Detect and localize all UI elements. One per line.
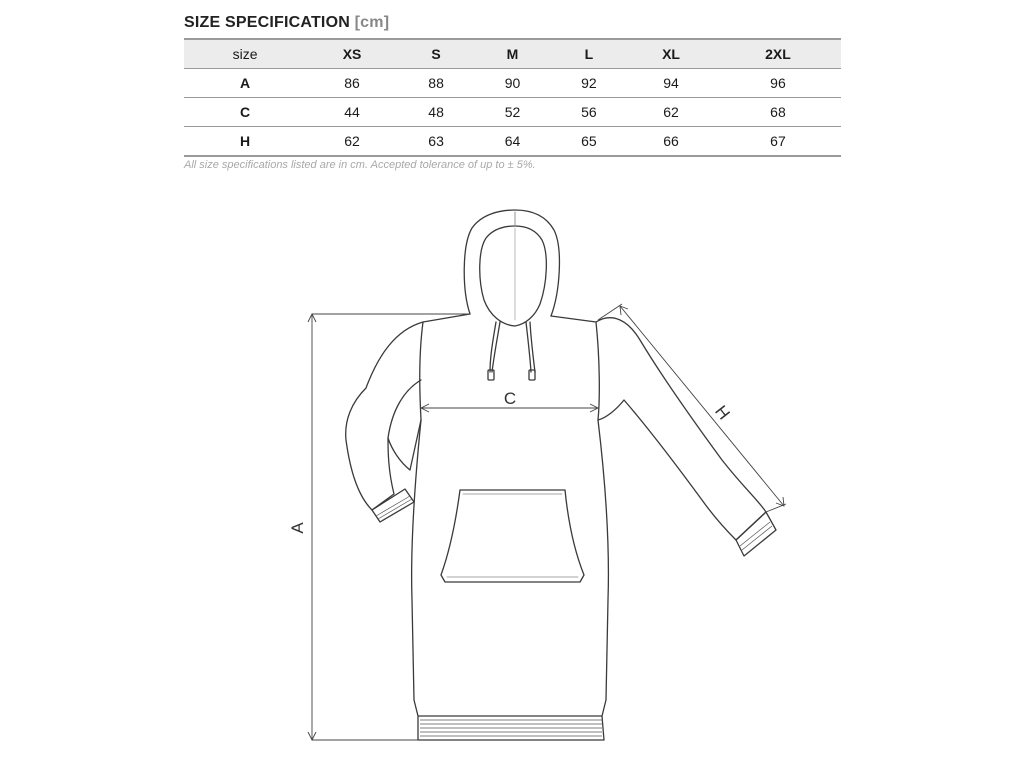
dimension-a-label: A <box>288 522 307 534</box>
table-cell: 68 <box>715 98 841 127</box>
size-header-label: size <box>184 39 306 69</box>
row-key-a: A <box>184 69 306 98</box>
ribbing-lines <box>376 496 772 736</box>
table-cell: 86 <box>306 69 398 98</box>
table-cell: 62 <box>306 127 398 157</box>
spec-title-unit: [cm] <box>354 14 390 31</box>
table-cell: 94 <box>627 69 715 98</box>
left-sleeve-inner <box>388 380 421 438</box>
table-cell: 48 <box>398 98 474 127</box>
size-col-2xl: 2XL <box>715 39 841 69</box>
table-cell: 92 <box>551 69 627 98</box>
drawstring-left <box>490 322 500 372</box>
table-cell: 88 <box>398 69 474 98</box>
hood-opening <box>480 226 547 326</box>
table-cell: 62 <box>627 98 715 127</box>
dimension-a <box>308 314 470 740</box>
size-col-m: M <box>474 39 550 69</box>
size-col-xs: XS <box>306 39 398 69</box>
size-col-l: L <box>551 39 627 69</box>
table-cell: 96 <box>715 69 841 98</box>
drawstring-right <box>526 322 535 372</box>
table-cell: 52 <box>474 98 550 127</box>
left-sleeve <box>346 322 423 510</box>
size-col-xl: XL <box>627 39 715 69</box>
kangaroo-pocket <box>441 490 584 582</box>
dimension-h-label: H <box>711 401 734 424</box>
dimension-c-label: C <box>503 389 517 408</box>
row-key-h: H <box>184 127 306 157</box>
drawstring-tip-right <box>529 370 535 380</box>
row-key-c: C <box>184 98 306 127</box>
table-cell: 63 <box>398 127 474 157</box>
dimension-h <box>598 304 786 512</box>
table-cell: 64 <box>474 127 550 157</box>
right-cuff <box>736 512 776 556</box>
table-cell: 90 <box>474 69 550 98</box>
table-cell: 56 <box>551 98 627 127</box>
size-col-s: S <box>398 39 474 69</box>
spec-title-text: SIZE SPECIFICATION <box>184 14 350 31</box>
table-cell: 67 <box>715 127 841 157</box>
kangaroo-pocket-stitch <box>447 494 578 577</box>
table-cell: 65 <box>551 127 627 157</box>
right-sleeve <box>596 318 766 540</box>
body-outline <box>412 314 609 716</box>
table-cell: 66 <box>627 127 715 157</box>
drawstring-tip-left <box>488 370 494 380</box>
tolerance-note: All size specifications listed are in cm. Accepted tolerance of up to ± 5%. <box>184 159 536 171</box>
table-cell: 44 <box>306 98 398 127</box>
